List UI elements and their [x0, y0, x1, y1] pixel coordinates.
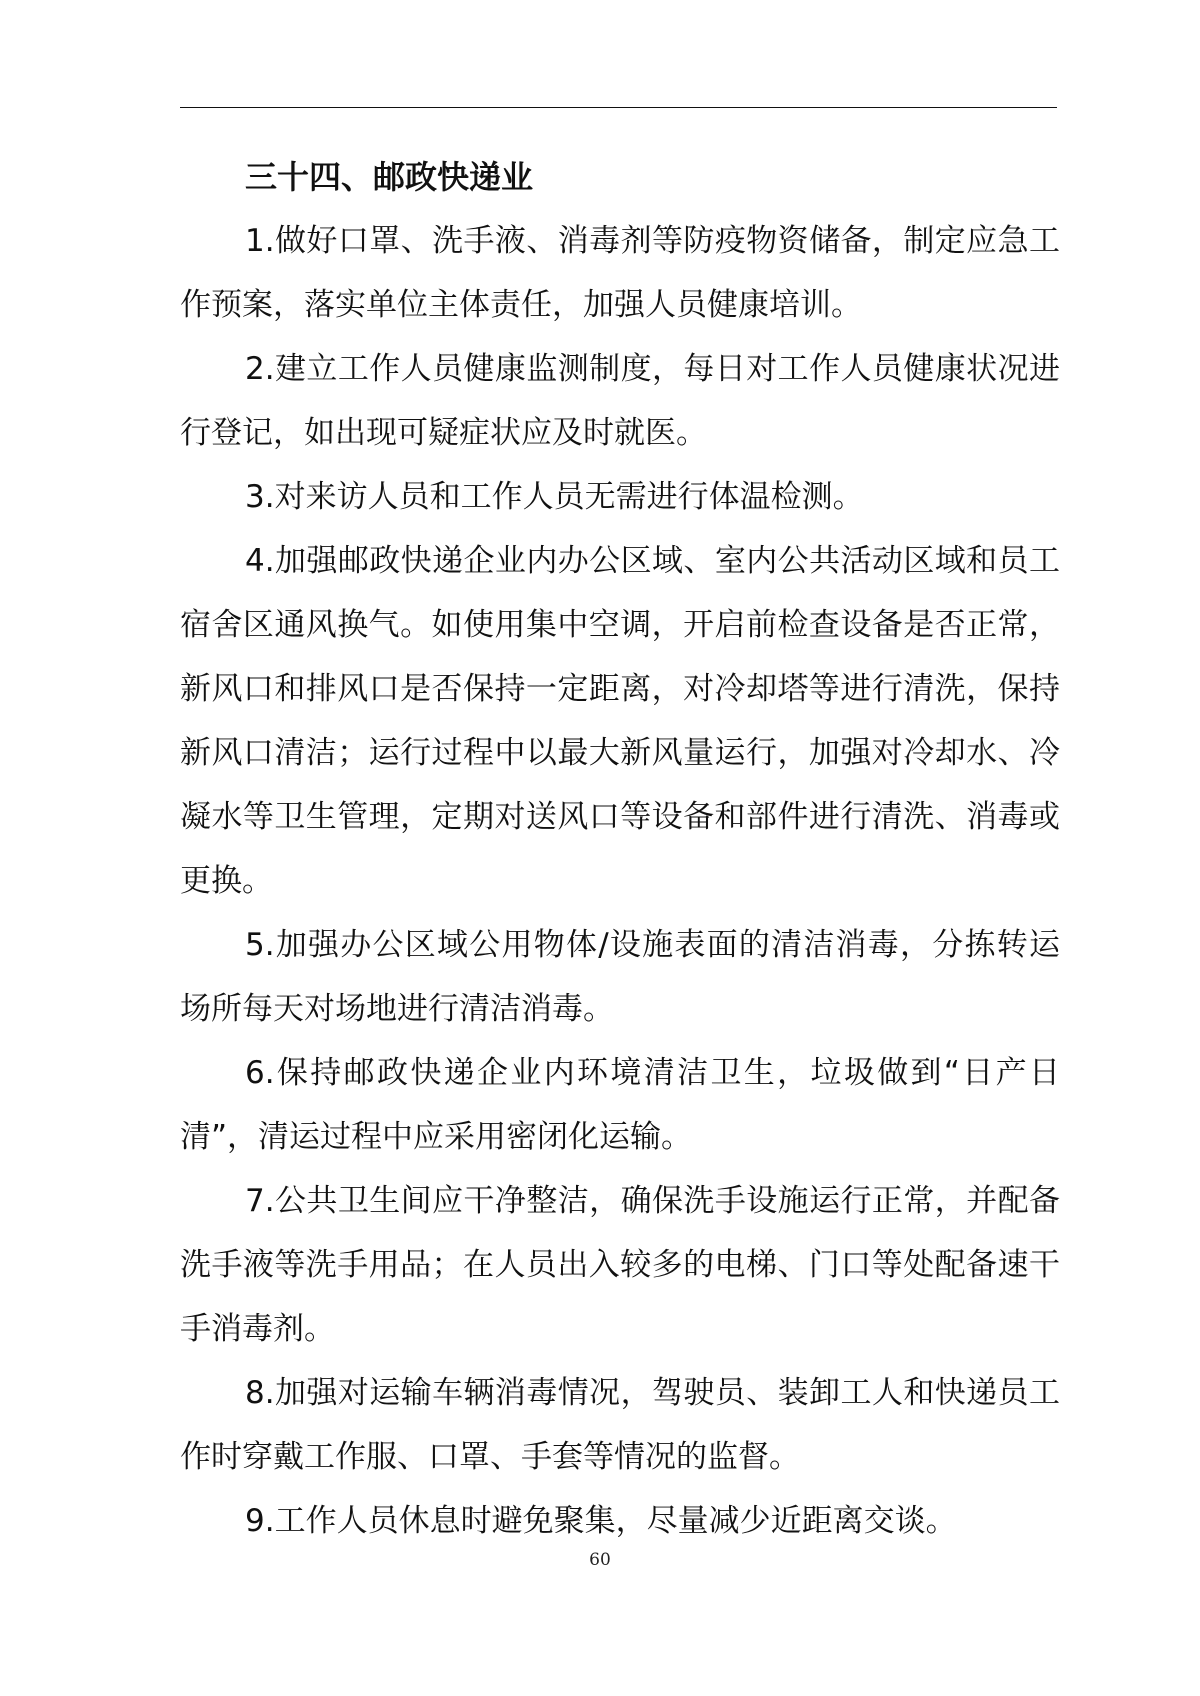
list-item: 6.保持邮政快递企业内环境清洁卫生，垃圾做到“日产日清”，清运过程中应采用密闭化运输。 [180, 1055, 1060, 1155]
list-item: 2.建立工作人员健康监测制度，每日对工作人员健康状况进行登记，如出现可疑症状应及时就医。 [180, 351, 1060, 451]
section-title: 三十四、邮政快递业 [245, 158, 534, 196]
header-rule [180, 107, 1057, 108]
list-item: 7.公共卫生间应干净整洁，确保洗手设施运行正常，并配备洗手液等洗手用品；在人员出入较多的电梯、门口等处配备速干手消毒剂。 [180, 1183, 1060, 1347]
list-item: 8.加强对运输车辆消毒情况，驾驶员、装卸工人和快递员工作时穿戴工作服、口罩、手套等情况的监督。 [180, 1375, 1060, 1475]
list-item: 4.加强邮政快递企业内办公区域、室内公共活动区域和员工宿舍区通风换气。如使用集中空调，开启前检查设备是否正常，新风口和排风口是否保持一定距离，对冷却塔等进行清洗，保持新风口清洁；运行过程中以最大新风量运行，加强对冷却水、冷凝水等卫生管理，定期对送风口等设备和部件进行清洗、消毒或更换。 [180, 543, 1060, 899]
page-number: 60 [589, 1550, 611, 1570]
list-item: 1.做好口罩、洗手液、消毒剂等防疫物资储备，制定应急工作预案，落实单位主体责任，加强人员健康培训。 [180, 223, 1060, 323]
list-item: 3.对来访人员和工作人员无需进行体温检测。 [245, 479, 864, 515]
list-item: 5.加强办公区域公用物体/设施表面的清洁消毒，分拣转运场所每天对场地进行清洁消毒。 [180, 927, 1060, 1027]
list-item: 9.工作人员休息时避免聚集，尽量减少近距离交谈。 [245, 1503, 957, 1539]
document-body [180, 145, 1060, 1553]
